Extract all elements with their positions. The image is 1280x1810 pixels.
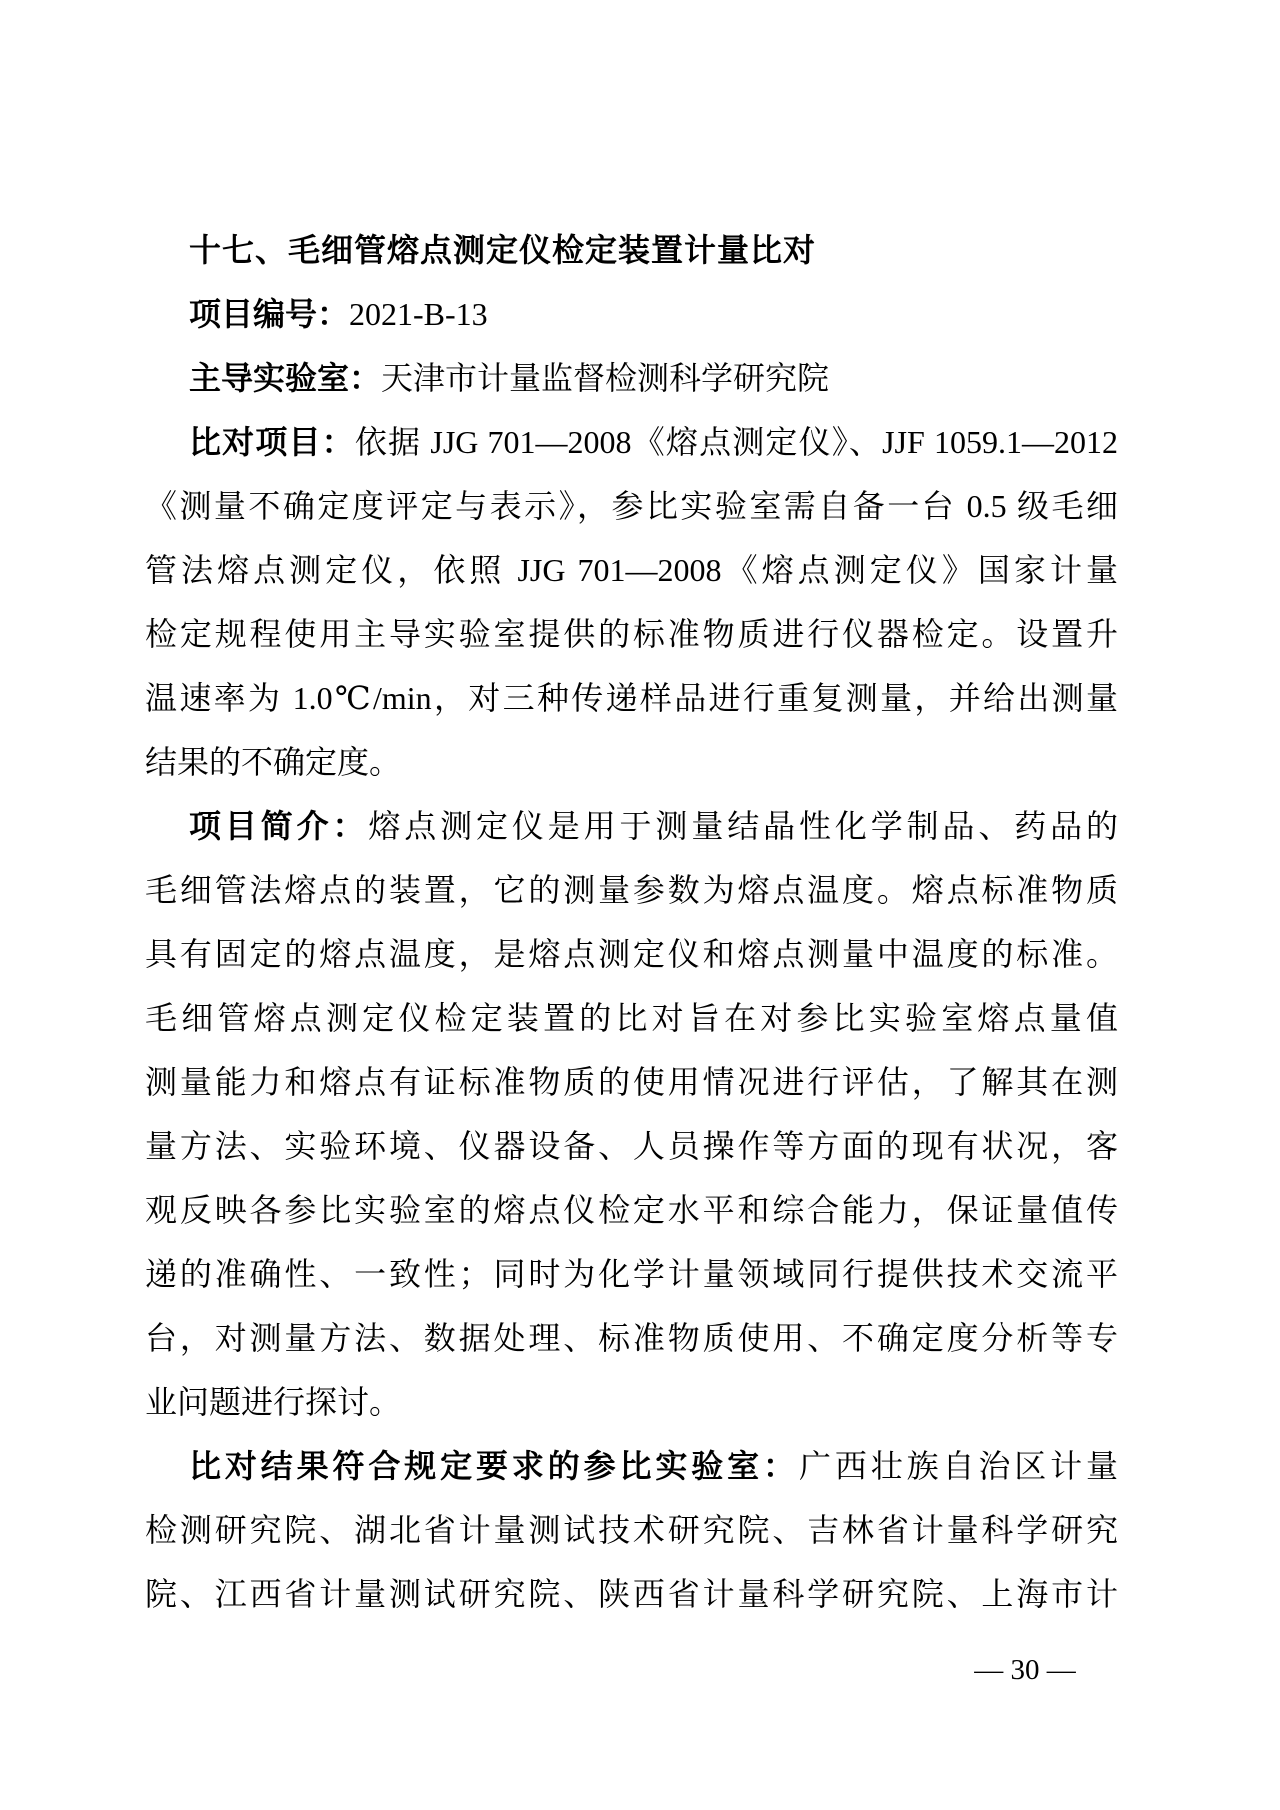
qualified-labs-label: 比对结果符合规定要求的参比实验室：	[189, 1448, 799, 1484]
line-text: 检定规程使用主导实验室提供的标准物质进行仪器检定。设置升	[145, 616, 1118, 652]
text-line	[145, 986, 1118, 1050]
line-text: 量方法、实验环境、仪器设备、人员操作等方面的现有状况，客	[145, 1128, 1118, 1164]
line-text: 温速率为 1.0℃/min，对三种传递样品进行重复测量，并给出测量	[145, 680, 1118, 716]
line-text: 具有固定的熔点温度，是熔点测定仪和熔点测量中温度的标准。	[145, 936, 1118, 972]
text-line	[145, 1178, 1118, 1242]
text-line	[145, 1242, 1118, 1306]
text-line	[145, 858, 1118, 922]
section-title: 十七、毛细管熔点测定仪检定装置计量比对	[189, 232, 817, 268]
line-text: 递的准确性、一致性；同时为化学计量领域同行提供技术交流平	[145, 1256, 1118, 1292]
lead-lab-label: 主导实验室：	[189, 360, 382, 396]
lead-lab-value: 天津市计量监督检测科学研究院	[381, 360, 830, 396]
line-text: 管法熔点测定仪，依照 JJG 701—2008《熔点测定仪》国家计量	[145, 552, 1118, 588]
project-intro-label: 项目简介：	[189, 808, 369, 844]
project-number-value: 2021-B-13	[349, 296, 488, 332]
text-line	[145, 1050, 1118, 1114]
text-line-project-number	[145, 282, 1118, 346]
line-text: 院、江西省计量测试研究院、陕西省计量科学研究院、上海市计	[145, 1576, 1118, 1612]
text-line	[145, 1562, 1118, 1626]
line-text: 台，对测量方法、数据处理、标准物质使用、不确定度分析等专	[145, 1320, 1118, 1356]
text-line	[145, 1498, 1118, 1562]
project-number-label: 项目编号：	[189, 296, 350, 332]
line-text: 依据 JJG 701—2008《熔点测定仪》、JJF 1059.1—2012	[354, 424, 1118, 460]
text-line	[145, 730, 1118, 794]
line-text: 结果的不确定度。	[145, 744, 402, 780]
text-line	[145, 1434, 1118, 1498]
text-line	[145, 602, 1118, 666]
text-line	[145, 474, 1118, 538]
line-text: 《测量不确定度评定与表示》，参比实验室需自备一台 0.5 级毛细	[145, 488, 1118, 524]
line-text: 观反映各参比实验室的熔点仪检定水平和综合能力，保证量值传	[145, 1192, 1118, 1228]
text-line	[145, 666, 1118, 730]
document-body	[145, 218, 1118, 1626]
text-line	[145, 538, 1118, 602]
section-heading	[145, 218, 1118, 282]
page-number: — 30 —	[974, 1654, 1076, 1686]
text-line	[145, 1114, 1118, 1178]
line-text: 检测研究院、湖北省计量测试技术研究院、吉林省计量科学研究	[145, 1512, 1118, 1548]
line-text: 毛细管法熔点的装置，它的测量参数为熔点温度。熔点标准物质	[145, 872, 1118, 908]
comparison-item-label: 比对项目：	[189, 424, 355, 460]
line-text: 业问题进行探讨。	[145, 1384, 402, 1420]
text-line	[145, 794, 1118, 858]
line-text: 广西壮族自治区计量	[798, 1448, 1118, 1484]
text-line	[145, 922, 1118, 986]
line-text: 毛细管熔点测定仪检定装置的比对旨在对参比实验室熔点量值	[145, 1000, 1118, 1036]
text-line	[145, 1306, 1118, 1370]
text-line-lead-lab	[145, 346, 1118, 410]
line-text: 测量能力和熔点有证标准物质的使用情况进行评估，了解其在测	[145, 1064, 1118, 1100]
text-line	[145, 1370, 1118, 1434]
text-line	[145, 410, 1118, 474]
line-text: 熔点测定仪是用于测量结晶性化学制品、药品的	[368, 808, 1118, 844]
